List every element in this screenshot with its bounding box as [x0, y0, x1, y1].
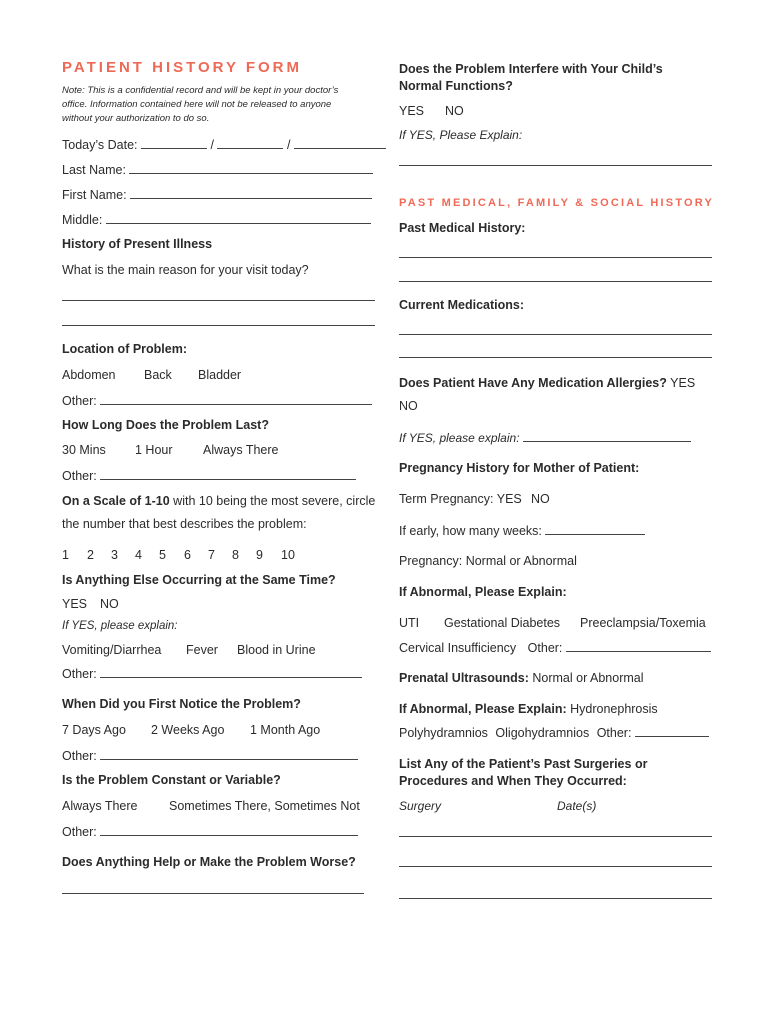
other-label: Other: [596, 726, 632, 740]
allergies-yes-option[interactable]: YES [670, 376, 696, 390]
ultrasound-if-abnormal-label: If Abnormal, Please Explain: [399, 702, 567, 716]
scale-number-4[interactable]: 4 [135, 548, 142, 562]
first-notice-heading: When Did you First Notice the Problem? [62, 697, 301, 711]
better-worse-heading: Does Anything Help or Make the Problem Worse? [62, 855, 356, 869]
date-year-field[interactable] [294, 137, 386, 149]
allergies-row [399, 376, 695, 390]
location-option-bladder[interactable]: Bladder [198, 368, 242, 382]
scale-number-5[interactable]: 5 [159, 548, 166, 562]
notice-other-row [62, 748, 358, 763]
ultrasound-label: Prenatal Ultrasounds: [399, 671, 529, 685]
confidentiality-note: Note: This is a confidential record and will be kept in your doctor’s office. Information contained here will not be released to anyone without your authorization to do so. [62, 85, 339, 124]
other-label: Other: [527, 641, 563, 655]
term-pregnancy-no[interactable]: NO [531, 492, 550, 506]
ultrasound-options-row [399, 725, 709, 740]
interfere-heading: Does the Problem Interfere with Your Child’s Normal Functions? [399, 62, 663, 93]
surgery-column-header: Surgery [399, 799, 442, 813]
first-name-field[interactable] [130, 187, 372, 199]
pregnancy-heading: Pregnancy History for Mother of Patient: [399, 461, 640, 475]
if-early-row [399, 523, 645, 538]
surgeries-heading: List Any of the Patient’s Past Surgeries or Procedures and When They Occurred: [399, 757, 648, 788]
better-worse-line[interactable] [62, 893, 364, 894]
scale-number-10[interactable]: 10 [281, 548, 295, 562]
how-long-other-row [62, 468, 356, 483]
scale-number-9[interactable]: 9 [256, 548, 263, 562]
other-label: Other: [62, 667, 97, 681]
date-separator: / [286, 138, 291, 152]
if-early-weeks-field[interactable] [545, 523, 645, 535]
form-title: PATIENT HISTORY FORM [62, 59, 303, 76]
abnormal-option-gestational-diabetes[interactable]: Gestational Diabetes [444, 616, 561, 630]
todays-date-label: Today’s Date: [62, 138, 138, 152]
location-other-row [62, 393, 372, 408]
abnormal-option-cervical[interactable]: Cervical Insufficiency [399, 641, 517, 655]
last-name-field[interactable] [129, 162, 373, 174]
main-reason-line-1[interactable] [62, 300, 375, 301]
middle-name-row [62, 212, 371, 227]
notice-option-1-month[interactable]: 1 Month Ago [250, 723, 321, 737]
location-option-abdomen[interactable]: Abdomen [62, 368, 116, 382]
other-label: Other: [62, 825, 97, 839]
scale-number-3[interactable]: 3 [111, 548, 118, 562]
first-name-row [62, 187, 372, 202]
abnormal-other-field[interactable] [566, 640, 711, 652]
scale-instruction-rest: with 10 being the most severe, circle [169, 494, 376, 508]
abnormal-option-preeclampsia[interactable]: Preeclampsia/Toxemia [580, 616, 706, 630]
middle-name-field[interactable] [106, 212, 371, 224]
allergies-explain-row [399, 430, 691, 445]
ultrasound-row [399, 671, 644, 685]
scale-number-8[interactable]: 8 [232, 548, 239, 562]
section-title-past-history: PAST MEDICAL, FAMILY & SOCIAL HISTORY [399, 197, 715, 209]
past-medical-line-1[interactable] [399, 257, 712, 258]
constant-variable-heading: Is the Problem Constant or Variable? [62, 773, 281, 787]
if-early-label: If early, how many weeks: [399, 524, 542, 538]
other-label: Other: [62, 469, 97, 483]
surgery-line-3[interactable] [399, 898, 712, 899]
allergies-no-option[interactable]: NO [399, 399, 418, 413]
scale-instruction-line-2: the number that best describes the problem: [62, 517, 307, 531]
allergies-explain-field[interactable] [523, 430, 691, 442]
term-pregnancy-yes[interactable]: Term Pregnancy: YES [399, 492, 522, 506]
symptom-other-field[interactable] [100, 666, 362, 678]
abnormal-option-uti[interactable]: UTI [399, 616, 420, 630]
symptom-option-vomiting[interactable]: Vomiting/Diarrhea [62, 643, 162, 657]
scale-number-1[interactable]: 1 [62, 548, 69, 562]
cervical-row [399, 640, 711, 655]
how-long-option-30-mins[interactable]: 30 Mins [62, 443, 106, 457]
else-if-yes-explain: If YES, please explain: [62, 620, 178, 632]
current-meds-label: Current Medications: [399, 298, 525, 312]
symptom-option-fever[interactable]: Fever [186, 643, 218, 657]
symptom-option-blood-in-urine[interactable]: Blood in Urine [237, 643, 316, 657]
middle-label: Middle: [62, 213, 103, 227]
ultrasound-option-polyhydramnios[interactable]: Polyhydramnios [399, 726, 488, 740]
main-reason-question: What is the main reason for your visit today? [62, 263, 309, 277]
date-month-field[interactable] [141, 137, 207, 149]
how-long-heading: How Long Does the Problem Last? [62, 418, 269, 432]
notice-other-field[interactable] [100, 748, 358, 760]
ultrasound-abnormal-row [399, 702, 658, 716]
surgery-line-1[interactable] [399, 836, 712, 837]
past-medical-line-2[interactable] [399, 281, 712, 282]
constant-option-sometimes[interactable]: Sometimes There, Sometimes Not [169, 799, 360, 813]
scale-number-6[interactable]: 6 [184, 548, 191, 562]
scale-instruction-bold: On a Scale of 1-10 [62, 494, 170, 508]
date-separator: / [210, 138, 214, 152]
main-reason-line-2[interactable] [62, 325, 375, 326]
ultrasound-option-hydronephrosis[interactable]: Hydronephrosis [566, 702, 658, 716]
current-meds-line-2[interactable] [399, 357, 712, 358]
constant-other-row [62, 824, 358, 839]
scale-number-2[interactable]: 2 [87, 548, 94, 562]
ultrasound-other-field[interactable] [635, 725, 709, 737]
date-day-field[interactable] [217, 137, 283, 149]
surgery-line-2[interactable] [399, 866, 712, 867]
ultrasound-option-oligohydramnios[interactable]: Oligohydramnios [495, 726, 590, 740]
how-long-option-1-hour[interactable]: 1 Hour [135, 443, 173, 457]
else-yes-option[interactable]: YES [62, 597, 88, 611]
interfere-if-yes-explain: If YES, Please Explain: [399, 128, 523, 142]
constant-option-always[interactable]: Always There [62, 799, 138, 813]
if-abnormal-heading: If Abnormal, Please Explain: [399, 585, 567, 599]
constant-other-field[interactable] [100, 824, 358, 836]
last-name-label: Last Name: [62, 163, 126, 177]
pregnancy-normal-abnormal[interactable]: Pregnancy: Normal or Abnormal [399, 554, 577, 568]
how-long-option-always-there[interactable]: Always There [203, 443, 279, 457]
allergies-if-yes-explain: If YES, please explain: [399, 431, 520, 445]
last-name-row [62, 162, 373, 177]
else-occurring-heading: Is Anything Else Occurring at the Same Time? [62, 573, 336, 587]
location-heading: Location of Problem: [62, 342, 187, 356]
other-label: Other: [62, 394, 97, 408]
interfere-explain-line[interactable] [399, 165, 712, 166]
ultrasound-normal-abnormal[interactable]: Normal or Abnormal [528, 671, 644, 685]
notice-option-2-weeks[interactable]: 2 Weeks Ago [151, 723, 225, 737]
past-medical-label: Past Medical History: [399, 221, 526, 235]
allergies-question: Does Patient Have Any Medication Allergies? [399, 376, 667, 390]
scale-number-7[interactable]: 7 [208, 548, 215, 562]
location-option-back[interactable]: Back [144, 368, 172, 382]
notice-option-7-days[interactable]: 7 Days Ago [62, 723, 126, 737]
how-long-other-field[interactable] [100, 468, 356, 480]
current-meds-line-1[interactable] [399, 334, 712, 335]
interfere-no-option[interactable]: NO [445, 104, 464, 118]
location-other-field[interactable] [100, 393, 372, 405]
todays-date-row [62, 137, 386, 152]
other-label: Other: [62, 749, 97, 763]
scale-instruction-line-1 [62, 494, 375, 508]
interfere-yes-option[interactable]: YES [399, 104, 425, 118]
symptom-other-row [62, 666, 362, 681]
first-name-label: First Name: [62, 188, 127, 202]
present-illness-heading: History of Present Illness [62, 237, 213, 251]
else-no-option[interactable]: NO [100, 597, 119, 611]
date-column-header: Date(s) [557, 799, 597, 813]
